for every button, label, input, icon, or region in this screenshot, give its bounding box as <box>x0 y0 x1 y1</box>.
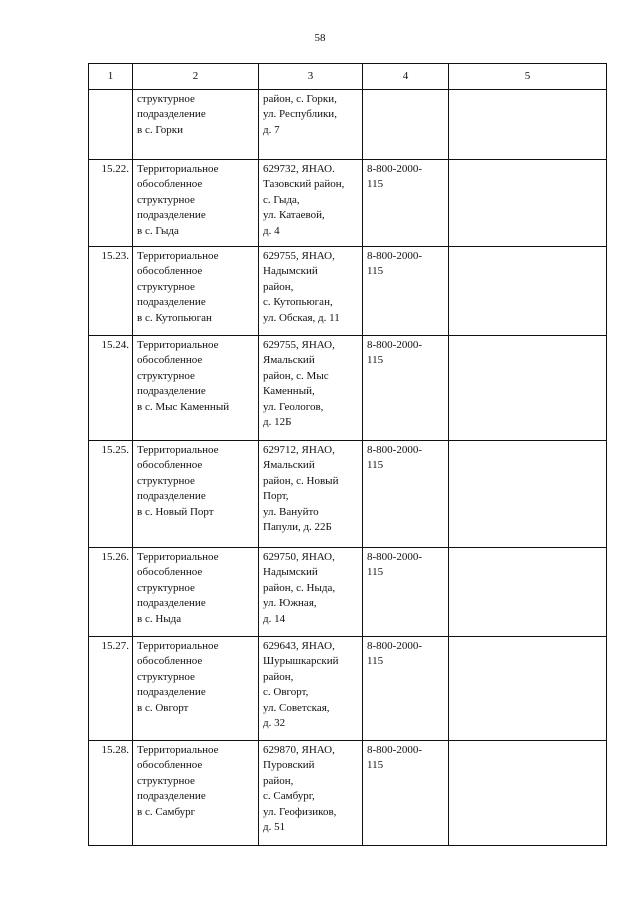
office-phone: 8-800-2000- 115 <box>363 247 449 336</box>
table-header-row <box>89 64 607 90</box>
office-phone: 8-800-2000- 115 <box>363 741 449 846</box>
table-row <box>89 548 607 637</box>
office-note <box>449 160 607 247</box>
column-header-5: 5 <box>449 64 607 90</box>
office-note <box>449 741 607 846</box>
office-note <box>449 90 607 160</box>
office-note <box>449 247 607 336</box>
column-header-4: 4 <box>363 64 449 90</box>
offices-table <box>88 63 607 846</box>
office-note <box>449 637 607 741</box>
office-phone <box>363 90 449 160</box>
office-phone: 8-800-2000- 115 <box>363 336 449 441</box>
page-number: 58 <box>314 32 326 44</box>
office-name: Территориальное обособленное структурное подразделение в с. Ныда <box>133 548 259 637</box>
table-row <box>89 160 607 247</box>
office-address: 629750, ЯНАО, Надымский район, с. Ныда, ул. Южная, д. 14 <box>259 548 363 637</box>
office-note <box>449 336 607 441</box>
office-address: 629712, ЯНАО, Ямальский район, с. Новый Порт, ул. Вануйто Папули, д. 22Б <box>259 441 363 548</box>
row-number: 15.26. <box>89 548 133 637</box>
office-name: Территориальное обособленное структурное подразделение в с. Самбург <box>133 741 259 846</box>
office-address: 629755, ЯНАО, Ямальский район, с. Мыс Каменный, ул. Геологов, д. 12Б <box>259 336 363 441</box>
office-address: 629755, ЯНАО, Надымский район, с. Кутопьюган, ул. Обская, д. 11 <box>259 247 363 336</box>
row-number: 15.24. <box>89 336 133 441</box>
row-number: 15.27. <box>89 637 133 741</box>
office-note <box>449 548 607 637</box>
column-header-1: 1 <box>89 64 133 90</box>
office-name: Территориальное обособленное структурное подразделение в с. Новый Порт <box>133 441 259 548</box>
table-row <box>89 441 607 548</box>
office-note <box>449 441 607 548</box>
office-phone: 8-800-2000- 115 <box>363 441 449 548</box>
table-row <box>89 637 607 741</box>
table-row <box>89 741 607 846</box>
table-row <box>89 247 607 336</box>
column-header-3: 3 <box>259 64 363 90</box>
row-number: 15.23. <box>89 247 133 336</box>
row-number: 15.28. <box>89 741 133 846</box>
office-name: Территориальное обособленное структурное подразделение в с. Мыс Каменный <box>133 336 259 441</box>
office-phone: 8-800-2000- 115 <box>363 548 449 637</box>
office-address: 629870, ЯНАО, Пуровский район, с. Самбург, ул. Геофизиков, д. 51 <box>259 741 363 846</box>
row-number <box>89 90 133 160</box>
row-number: 15.25. <box>89 441 133 548</box>
row-number: 15.22. <box>89 160 133 247</box>
office-name: Территориальное обособленное структурное подразделение в с. Кутопьюган <box>133 247 259 336</box>
office-name: Территориальное обособленное структурное подразделение в с. Овгорт <box>133 637 259 741</box>
office-address: 629643, ЯНАО, Шурышкарский район, с. Овгорт, ул. Советская, д. 32 <box>259 637 363 741</box>
office-address: 629732, ЯНАО. Тазовский район, с. Гыда, ул. Катаевой, д. 4 <box>259 160 363 247</box>
office-phone: 8-800-2000- 115 <box>363 160 449 247</box>
office-address: район, с. Горки, ул. Республики, д. 7 <box>259 90 363 160</box>
table-row <box>89 336 607 441</box>
office-name: структурное подразделение в с. Горки <box>133 90 259 160</box>
table-row <box>89 90 607 160</box>
column-header-2: 2 <box>133 64 259 90</box>
office-phone: 8-800-2000- 115 <box>363 637 449 741</box>
office-name: Территориальное обособленное структурное подразделение в с. Гыда <box>133 160 259 247</box>
